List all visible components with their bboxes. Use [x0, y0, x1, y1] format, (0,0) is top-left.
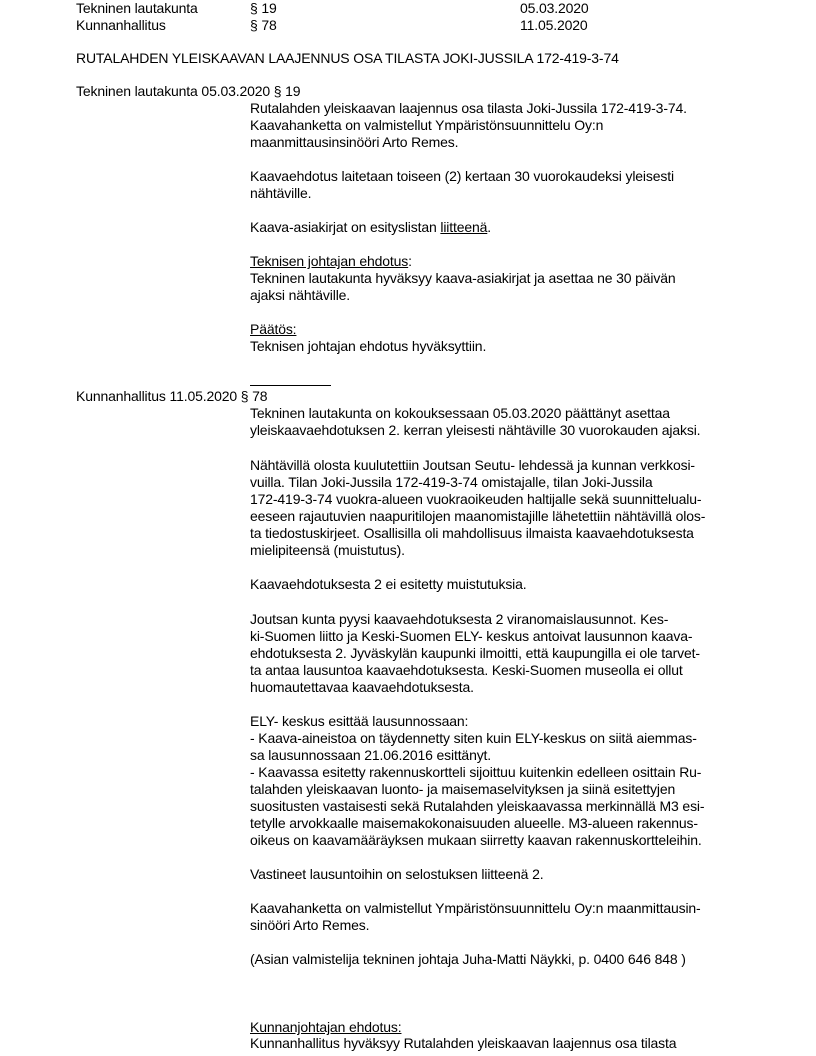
paragraph-line: vuilla. Tilan Joki-Jussila 172-419-3-74 omistajalle, tilan Joki-Jussila — [250, 474, 653, 490]
attachment-link[interactable]: liitteenä — [440, 219, 488, 235]
paragraph-line: tetylle arvokkaalle maisemakokonaisuuden alueelle. M3-alueen rakennus- — [250, 815, 698, 831]
paragraph-line: - Kaavassa esitetty rakennuskortteli sijoittuu kuitenkin edelleen osittain Ru- — [250, 764, 702, 780]
paragraph-line: mielipiteensä (muistutus). — [250, 542, 405, 558]
paragraph-line: Nähtävillä olosta kuulutettiin Joutsan Seutu- lehdessä ja kunnan verkkosi- — [250, 457, 695, 473]
proposal-label-text: Teknisen johtajan ehdotus — [250, 253, 409, 269]
paragraph-line: Tekninen lautakunta on kokouksessaan 05.03.2020 päättänyt asettaa — [250, 405, 670, 421]
proposal-label — [250, 253, 412, 270]
paragraph-line: suositusten vastaisesti sekä Rutalahden yleiskaavassa merkinnällä M3 esi- — [250, 798, 705, 814]
paragraph-line: Rutalahden yleiskaavan laajennus osa tilasta Joki-Jussila 172-419-3-74. — [250, 100, 687, 116]
section-divider — [250, 385, 331, 386]
paragraph-line: Kaavahanketta on valmistellut Ympäristönsuunnittelu Oy:n — [250, 117, 604, 133]
header-body-name: Kunnanhallitus — [76, 17, 166, 33]
paragraph-line: 172-419-3-74 vuokra-alueen vuokraoikeuden haltijalle sekä suunnittelualu- — [250, 491, 702, 507]
attachment-paragraph — [250, 219, 491, 236]
paragraph-line: eeseen rajautuvien naapuritilojen maanomistajille lähetettiin nähtävillä olos- — [250, 508, 706, 524]
header-section: § 78 — [250, 17, 277, 33]
section-heading: Tekninen lautakunta 05.03.2020 § 19 — [76, 83, 301, 99]
paragraph-line: ki-Suomen liitto ja Keski-Suomen ELY- keskus antoivat lausunnon kaava- — [250, 628, 693, 644]
paragraph-line: sa lausunnossaan 21.06.2016 esittänyt. — [250, 747, 492, 763]
header-section: § 19 — [250, 0, 277, 16]
paragraph-line: yleiskaavaehdotuksen 2. kerran yleisesti nähtäville 30 vuorokauden ajaksi. — [250, 422, 701, 438]
paragraph-line: talahden yleiskaavan luonto- ja maisemaselvityksen ja siinä esitettyjen — [250, 781, 676, 797]
paragraph-line: sinööri Arto Remes. — [250, 917, 370, 933]
paragraph-line: Vastineet lausuntoihin on selostuksen liitteenä 2. — [250, 866, 544, 882]
header-body-name: Tekninen lautakunta — [76, 0, 198, 16]
paragraph-line: - Kaava-aineistoa on täydennetty siten kuin ELY-keskus on siitä aiemmas- — [250, 730, 697, 746]
paragraph-line: ehdotuksesta 2. Jyväskylän kaupunki ilmoitti, että kaupungilla ei ole tarvet- — [250, 645, 700, 661]
proposal-label: Kunnanjohtajan ehdotus: — [250, 1019, 402, 1035]
paragraph-line: maanmittausinsinööri Arto Remes. — [250, 134, 459, 150]
proposal-text: Kunnanhallitus hyväksyy Rutalahden yleiskaavan laajennus osa tilasta — [250, 1035, 677, 1051]
paragraph-line: Joutsan kunta pyysi kaavaehdotuksesta 2 viranomaislausunnot. Kes- — [250, 611, 669, 627]
section-heading: Kunnanhallitus 11.05.2020 § 78 — [76, 388, 268, 404]
decision-text: Teknisen johtajan ehdotus hyväksyttiin. — [250, 338, 487, 354]
paragraph-line: Kaavahanketta on valmistellut Ympäristönsuunnittelu Oy:n maanmittausin- — [250, 900, 701, 916]
paragraph-line: Kaavaehdotus laitetaan toiseen (2) kertaan 30 vuorokaudeksi yleisesti — [250, 168, 674, 184]
paragraph-line: huomautettavaa kaavaehdotuksesta. — [250, 679, 474, 695]
header-date: 05.03.2020 — [520, 0, 589, 16]
proposal-label-colon: : — [408, 253, 412, 269]
preparer-note: (Asian valmistelija tekninen johtaja Juha-Matti Näykki, p. 0400 646 848 ) — [250, 951, 686, 967]
paragraph-line: ta antaa lausuntoa kaavaehdotuksesta. Keski-Suomen museolla ei ollut — [250, 662, 683, 678]
document-title: RUTALAHDEN YLEISKAAVAN LAAJENNUS OSA TILASTA JOKI-JUSSILA 172-419-3-74 — [76, 50, 619, 66]
paragraph-text: . — [487, 219, 492, 235]
paragraph-line: oikeus on kaavamääräyksen mukaan siirretty kaavan rakennuskortteleihin. — [250, 832, 702, 848]
paragraph-line: ELY- keskus esittää lausunnossaan: — [250, 713, 469, 729]
paragraph-line: Tekninen lautakunta hyväksyy kaava-asiakirjat ja asettaa ne 30 päivän — [250, 270, 676, 286]
paragraph-line: Kaavaehdotuksesta 2 ei esitetty muistutuksia. — [250, 576, 527, 592]
paragraph-line: nähtäville. — [250, 185, 312, 201]
header-date: 11.05.2020 — [520, 17, 588, 33]
decision-label: Päätös: — [250, 321, 297, 337]
paragraph-line: ta tiedostuskirjeet. Osallisilla oli mahdollisuus ilmaista kaavaehdotuksesta — [250, 525, 694, 541]
paragraph-line: ajaksi nähtäville. — [250, 287, 351, 303]
paragraph-text: Kaava-asiakirjat on esityslistan — [250, 219, 441, 235]
